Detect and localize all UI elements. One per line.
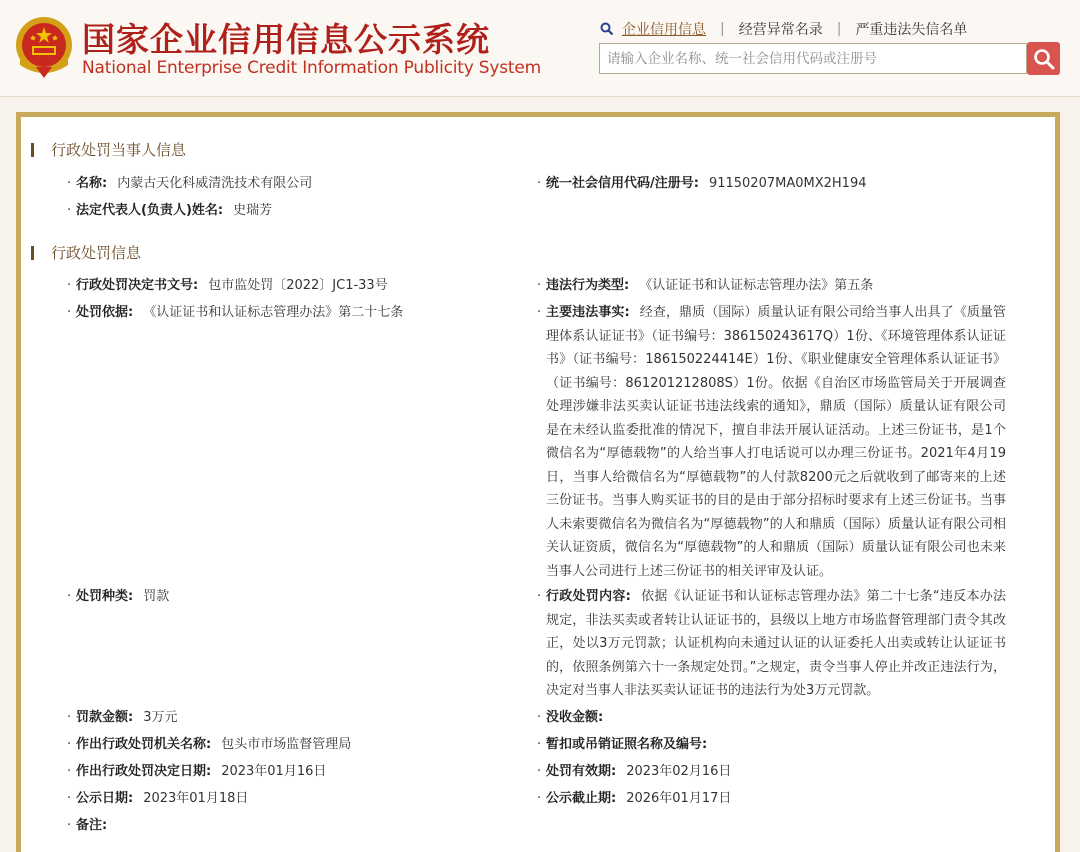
national-emblem-icon (14, 15, 74, 79)
field-authority: · 作出行政处罚机关名称: 包头市市场监督管理局 (67, 737, 352, 752)
search-input[interactable] (600, 44, 1024, 73)
field-decision-date: · 作出行政处罚决定日期: 2023年01月16日 (67, 764, 327, 779)
section-title-penalty: 行政处罚信息 (51, 244, 142, 262)
nav-enterprise-credit[interactable]: 企业信用信息 (622, 22, 706, 38)
field-value: 91150207MA0MX2H194 (708, 176, 867, 191)
field-value: 2023年01月16日 (221, 764, 327, 779)
field-label: 公示截止期: (546, 791, 617, 806)
field-label: 作出行政处罚机关名称: (76, 737, 212, 752)
field-value: 史瑞芳 (233, 203, 273, 218)
field-value: 2023年01月18日 (143, 791, 249, 806)
field-label: 处罚种类: (76, 589, 134, 604)
nav-separator: | (836, 21, 842, 37)
field-valid-until: · 处罚有效期: 2023年02月16日 (537, 764, 732, 779)
field-value: 《认证证书和认证标志管理办法》第二十七条 (143, 305, 404, 320)
field-value: 依据《认证证书和认证标志管理办法》第二十七条“违反本办法规定，非法买卖或者转让认证证书的，县级以上地方市场监督管理部门责令其改正，处以3万元罚款；认证机构向未通过认证的认证委托人出卖或转让认证证书的，依照条例第六十一条规定处罚。”之规定，责令当事人停止并改正违法行为，决定对当事人非法买卖认证证书的违法行为处3万元罚款。 (546, 589, 1006, 698)
field-label: 行政处罚决定书文号: (76, 278, 199, 293)
section-title-party: 行政处罚当事人信息 (51, 141, 187, 159)
field-label: 备注: (76, 818, 108, 833)
field-license-suspension: · 暂扣或吊销证照名称及编号: (537, 737, 708, 752)
field-value: 罚款 (143, 589, 170, 604)
field-label: 公示日期: (76, 791, 134, 806)
search-box (599, 43, 1027, 74)
field-penalty-content: · 行政处罚内容: 依据《认证证书和认证标志管理办法》第二十七条“违反本办法规定，非法买卖或者转让认证证书的，县级以上地方市场监督管理部门责令其改正，处以3万元罚款；认证机构向未通过认证的认证委托人出卖或转让认证证书的，依照条例第六十一条规定处罚。”之规定，责令当事人停止并改正违法行为，决定对当事人非法买卖认证证书的违法行为处3万元罚款。 (537, 589, 1006, 698)
field-penalty-basis: · 处罚依据: 《认证证书和认证标志管理办法》第二十七条 (67, 305, 404, 320)
field-label: 没收金额: (546, 710, 604, 725)
field-value: 经查，鼎质（国际）质量认证有限公司给当事人出具了《质量管理体系认证证书》（证书编号：386150243617Q）1份、《环境管理体系认证证书》（证书编号：186150224414E）1份、《职业健康安全管理体系认证证书》（证书编号：861201212808S）1份。依据《自治区市场监管局关于开展调查处理涉嫌非法买卖认证证书违法线索的通知》，鼎质（国际）质量认证有限公司是在未经认监委批准的情况下，擅自非法开展认证活动。上述三份证书，是1个微信名为“厚德载物”的人给当事人打电话说可以办理三份证书。2021年4月19日，当事人给微信名为“厚德载物”的人付款8200元之后就收到了邮寄来的上述三份证书。当事人购买证书的目的是由于部分招标时要求有上述三份证书。当事人未索要微信名为微信名为“厚德载物”的人和鼎质（国际）质量认证有限公司相关认证资质，微信名为“厚德载物”的人和鼎质（国际）质量认证有限公司也未来当事人公司进行上述三份证书的相关评审及认证。 (546, 305, 1006, 579)
field-value: 2026年01月17日 (626, 791, 732, 806)
field-violation-type: · 违法行为类型: 《认证证书和认证标志管理办法》第五条 (537, 278, 874, 293)
field-value: 包市监处罚〔2022〕JC1-33号 (208, 278, 388, 293)
field-label: 法定代表人(负责人)姓名: (76, 203, 224, 218)
penalty-detail-card (16, 112, 1060, 852)
search-button[interactable] (1027, 42, 1060, 75)
field-label: 罚款金额: (76, 710, 134, 725)
field-credit-code: · 统一社会信用代码/注册号: 91150207MA0MX2H194 (537, 176, 867, 191)
search-icon (600, 22, 614, 36)
field-label: 主要违法事实: (546, 305, 630, 320)
site-title: 国家企业信用信息公示系统 (82, 20, 490, 59)
field-label: 违法行为类型: (546, 278, 630, 293)
site-title-english: National Enterprise Credit Information Publicity System (82, 58, 541, 78)
field-label: 处罚有效期: (546, 764, 617, 779)
magnifier-icon (1033, 48, 1055, 70)
nav-separator: | (720, 21, 725, 37)
field-value: 2023年02月16日 (626, 764, 732, 779)
field-value: 内蒙古天化科威清洗技术有限公司 (117, 176, 313, 191)
top-nav (600, 19, 967, 39)
field-confiscation: · 没收金额: (537, 710, 604, 725)
field-value: 《认证证书和认证标志管理办法》第五条 (639, 278, 874, 293)
field-legal-rep: · 法定代表人(负责人)姓名: 史瑞芳 (67, 203, 273, 218)
field-label: 作出行政处罚决定日期: (76, 764, 212, 779)
field-penalty-kind: · 处罚种类: 罚款 (67, 589, 170, 604)
site-header (0, 0, 1080, 97)
field-publish-date: · 公示日期: 2023年01月18日 (67, 791, 249, 806)
field-label: 统一社会信用代码/注册号: (546, 176, 699, 191)
field-label: 行政处罚内容: (546, 589, 631, 604)
field-label: 暂扣或吊销证照名称及编号: (546, 737, 708, 752)
field-publish-expiry: · 公示截止期: 2026年01月17日 (537, 791, 732, 806)
field-remark: · 备注: (67, 818, 108, 833)
field-label: 处罚依据: (76, 305, 134, 320)
field-label: 名称: (76, 176, 108, 191)
field-main-facts: · 主要违法事实: 经查，鼎质（国际）质量认证有限公司给当事人出具了《质量管理体系认证证书》（证书编号：386150243617Q）1份、《环境管理体系认证证书》（证书编号：186150224414E）1份、《职业健康安全管理体系认证证书》（证书编号：861201212808S）1份。依据《自治区市场监管局关于开展调查处理涉嫌非法买卖认证证书违法线索的通知》，鼎质（国际）质量认证有限公司是在未经认监委批准的情况下，擅自非法开展认证活动。上述三份证书，是1个微信名为“厚德载物”的人给当事人打电话说可以办理三份证书。2021年4月19日，当事人给微信名为“厚德载物”的人付款8200元之后就收到了邮寄来的上述三份证书。当事人购买证书的目的是由于部分招标时要求有上述三份证书。当事人未索要微信名为微信名为“厚德载物”的人和鼎质（国际）质量认证有限公司相关认证资质，微信名为“厚德载物”的人和鼎质（国际）质量认证有限公司也未来当事人公司进行上述三份证书的相关评审及认证。 (537, 305, 1006, 579)
nav-abnormal-list[interactable]: 经营异常名录 (738, 22, 823, 38)
field-doc-number: · 行政处罚决定书文号: 包市监处罚〔2022〕JC1-33号 (67, 278, 388, 293)
field-fine-amount: · 罚款金额: 3万元 (67, 710, 178, 725)
field-value: 包头市市场监督管理局 (221, 737, 352, 752)
field-value: 3万元 (143, 710, 178, 725)
field-name: · 名称: 内蒙古天化科威清洗技术有限公司 (67, 176, 313, 191)
nav-blacklist[interactable]: 严重违法失信名单 (855, 22, 968, 38)
